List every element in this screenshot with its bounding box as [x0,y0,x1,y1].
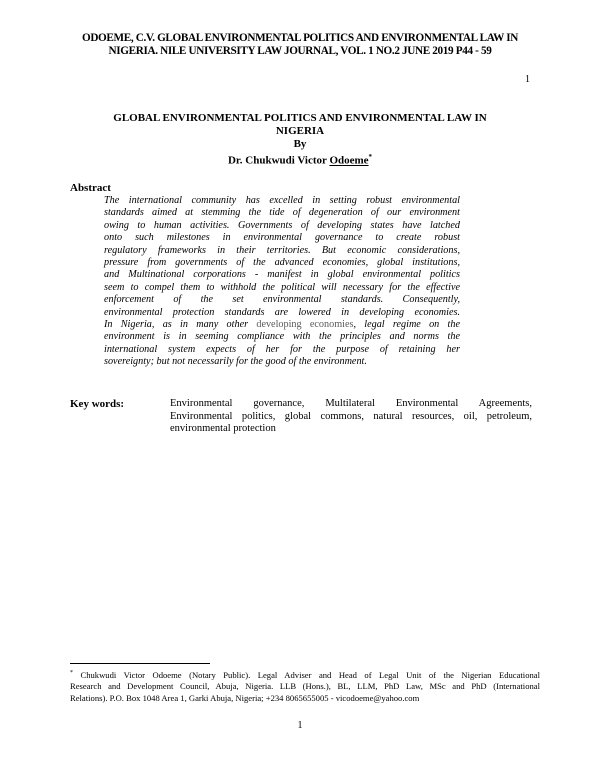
abstract-line: The international community has excelled in setting robust environmental [104,195,460,206]
keywords-label: Key words: [70,398,125,410]
abstract-line: environment is in seeming compliance with the principles and norms the [104,331,460,343]
author-surname: Odoeme [329,154,369,167]
abstract-line: sovereignty; but not necessarily for the good of the environment. [104,356,367,368]
author-footnote-mark: * [368,153,373,161]
author-prefix: Dr. Chukwudi Victor [227,154,330,167]
abstract-line: enforcement of the set environmental standards. Consequently, [104,294,460,306]
abstract-body [104,195,460,369]
abstract-fragment: In Nigeria, as in many other [104,319,257,331]
abstract-highlight: developing economies [256,319,354,331]
abstract-line: onto such milestones in environmental governance to create robust [104,232,460,244]
article-title [90,112,510,137]
page-number-bottom: 1 [297,720,303,731]
abstract-line: standards aimed at stemming the tide of degeneration of our environment [104,207,460,219]
abstract-heading: Abstract [70,182,111,194]
abstract-line: pressure from governments of the advanced economies, global institutions, [104,257,460,269]
keywords-line: environmental protection [170,423,276,435]
keywords-body [170,398,532,436]
footnote-text: Chukwudi Victor Odoeme (Notary Public). Legal Adviser and Head of Legal Unit of the Nigerian Educational [73,669,540,680]
footnote-line: Research and Development Council, Abuja, Nigeria. LLB (Hons.), BL, LLM, PhD Law, MSc and PhD (International [70,681,540,692]
abstract-fragment: , legal regime on the [353,319,460,331]
byline-by: By [293,138,307,150]
running-head [60,32,540,58]
footnote-line [70,668,540,681]
running-head-line: NIGERIA. NILE UNIVERSITY LAW JOURNAL, VOL. 1 NO.2 JUNE 2019 P44 - 59 [108,45,492,57]
abstract-line [104,319,460,331]
footnote [70,668,540,705]
abstract-line: regulatory frameworks in their territories. But economic considerations, [104,244,460,256]
abstract-line: environmental protection standards are lowered in developing economies. [104,306,460,318]
footnote-divider [70,663,210,664]
abstract-line: international system expects of her for the purpose of retaining her [104,343,460,355]
page-number-top: 1 [525,74,530,85]
abstract-line: owing to human activities. Governments of developing states have latched [104,219,460,231]
title-line: GLOBAL ENVIRONMENTAL POLITICS AND ENVIRONMENTAL LAW IN [113,112,487,124]
title-line: NIGERIA [275,124,325,137]
running-head-line: ODOEME, C.V. GLOBAL ENVIRONMENTAL POLITICS AND ENVIRONMENTAL LAW IN [81,32,519,44]
keywords-line: Environmental governance, Multilateral Environmental Agreements, [170,398,532,409]
abstract-line: seem to compel them to withhold the political will necessary for the effective [104,281,460,293]
author-name [0,153,600,167]
abstract-line: and Multinational corporations - manifest in global environmental politics [104,269,460,281]
footnote-line: Relations). P.O. Box 1048 Area 1, Garki Abuja, Nigeria; +234 8065655005 - vicodoeme@yahoo.com [70,693,420,704]
keywords-line: Environmental politics, global commons, natural resources, oil, petroleum, [170,410,532,422]
footnote-mark: * [70,670,73,676]
